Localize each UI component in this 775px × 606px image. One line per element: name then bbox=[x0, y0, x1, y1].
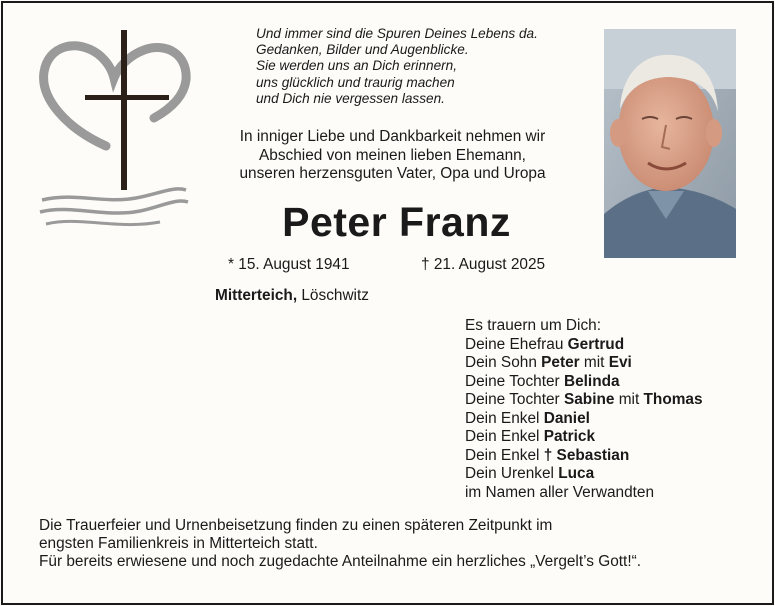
places bbox=[215, 287, 369, 305]
place-primary: Mitterteich, bbox=[215, 287, 298, 304]
mourner-line: Dein Urenkel Luca bbox=[465, 465, 595, 482]
mourner-line: Dein Enkel Daniel bbox=[465, 409, 590, 427]
mourners-list bbox=[465, 317, 703, 502]
place-secondary: Löschwitz bbox=[301, 287, 369, 304]
deceased-name: Peter Franz bbox=[282, 199, 511, 245]
mourners-closing: im Namen aller Verwandten bbox=[465, 483, 655, 501]
intro-text bbox=[200, 128, 585, 184]
footer-line: Die Trauerfeier und Urnenbeisetzung finden zu einen späteren Zeitpunkt im bbox=[39, 517, 553, 534]
portrait-photo bbox=[604, 29, 736, 258]
mourners-heading: Es trauern um Dich: bbox=[465, 317, 601, 334]
mourner-line: Dein Sohn Peter mit Evi bbox=[465, 354, 632, 371]
death-date: † 21. August 2025 bbox=[421, 256, 546, 273]
intro-line: Abschied von meinen lieben Ehemann, bbox=[259, 146, 526, 164]
footer-text bbox=[39, 517, 754, 572]
footer-line: engsten Familienkreis in Mitterteich statt. bbox=[39, 535, 318, 553]
poem-line: und Dich nie vergessen lassen. bbox=[256, 90, 445, 106]
heart-cross-waves-icon bbox=[36, 28, 192, 238]
mourner-line: Deine Tochter Sabine mit Thomas bbox=[465, 391, 703, 408]
footer-line: Für bereits erwiesene und noch zugedachte Anteilnahme ein herzliches „Vergelt’s Gott!“. bbox=[39, 553, 641, 571]
poem-line: uns glücklich und traurig machen bbox=[256, 74, 455, 90]
poem-line: Gedanken, Bilder und Augenblicke. bbox=[256, 42, 469, 58]
intro-line: unseren herzensguten Vater, Opa und Uropa bbox=[239, 165, 546, 183]
mourner-line: Deine Ehefrau Gertrud bbox=[465, 335, 625, 353]
mourner-line: Dein Enkel Patrick bbox=[465, 428, 596, 445]
poem bbox=[256, 26, 596, 107]
birth-date: * 15. August 1941 bbox=[228, 256, 350, 273]
poem-line: Und immer sind die Spuren Deines Lebens da. bbox=[256, 26, 538, 41]
poem-line: Sie werden uns an Dich erinnern, bbox=[256, 58, 457, 74]
intro-line: In inniger Liebe und Dankbarkeit nehmen wir bbox=[239, 128, 546, 145]
mourner-line: Deine Tochter Belinda bbox=[465, 372, 620, 390]
mourner-line: Dein Enkel † Sebastian bbox=[465, 446, 630, 464]
